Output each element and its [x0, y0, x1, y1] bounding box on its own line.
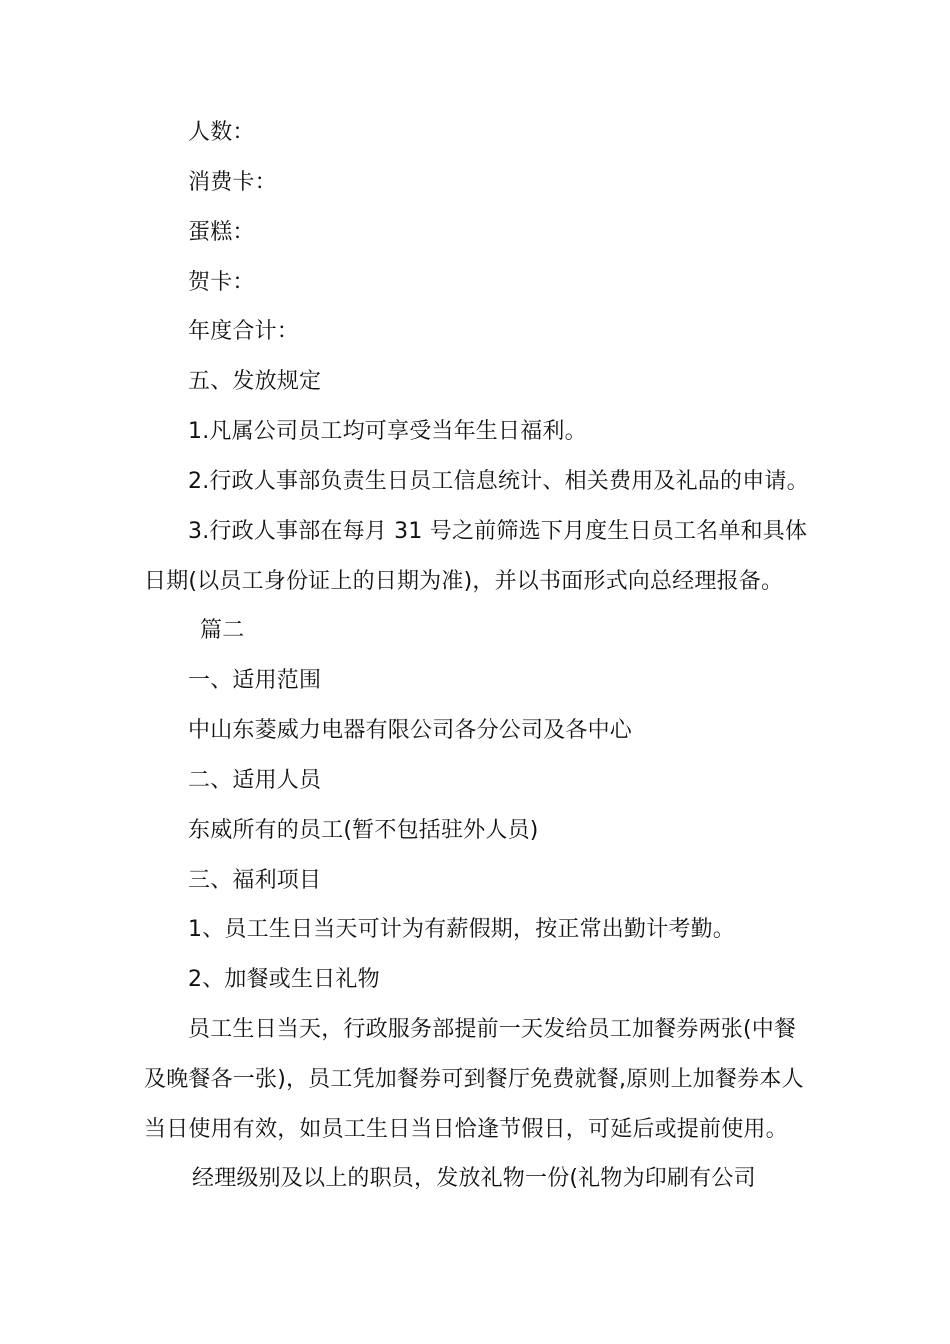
section-heading-applicable-staff: 二、适用人员 [188, 768, 322, 793]
text-line-annual-total: 年度合计： [188, 319, 300, 344]
rule-item-3: 3.行政人事部在每月 31 号之前筛选下月度生日员工名单和具体 [188, 519, 808, 544]
text-line-cake: 蛋糕： [188, 220, 255, 245]
text-line-greeting-card: 贺卡： [188, 270, 255, 295]
benefit-item-2: 2、加餐或生日礼物 [188, 967, 380, 992]
text-line-headcount: 人数： [188, 120, 255, 145]
text-line-consumption-card: 消费卡： [188, 170, 277, 195]
section-heading-benefits: 三、福利项目 [188, 868, 322, 893]
section-heading-distribution-rules: 五、发放规定 [188, 369, 322, 394]
text-line-staff-detail: 东威所有的员工(暂不包括驻外人员) [188, 818, 539, 843]
paragraph-manager-gift: 经理级别及以上的职员，发放礼物一份(礼物为印刷有公司 [192, 1166, 756, 1191]
benefit-item-1: 1、员工生日当天可计为有薪假期，按正常出勤计考勤。 [188, 917, 735, 942]
part-two-heading: 篇二 [200, 618, 245, 643]
rule-item-1: 1.凡属公司员工均可享受当年生日福利。 [188, 419, 587, 444]
section-heading-scope: 一、适用范围 [188, 668, 322, 693]
paragraph-meal-voucher-line-2: 及晚餐各一张)，员工凭加餐券可到餐厅免费就餐,原则上加餐券本人 [144, 1067, 804, 1092]
rule-item-2: 2.行政人事部负责生日员工信息统计、相关费用及礼品的申请。 [188, 469, 809, 494]
paragraph-meal-voucher-line-1: 员工生日当天，行政服务部提前一天发给员工加餐券两张(中餐 [188, 1017, 797, 1042]
text-line-scope-detail: 中山东菱威力电器有限公司各分公司及各中心 [188, 718, 633, 743]
rule-item-3-continued: 日期(以员工身份证上的日期为准)，并以书面形式向总经理报备。 [144, 569, 784, 594]
paragraph-meal-voucher-line-3: 当日使用有效，如员工生日当日恰逢节假日，可延后或提前使用。 [144, 1117, 788, 1142]
